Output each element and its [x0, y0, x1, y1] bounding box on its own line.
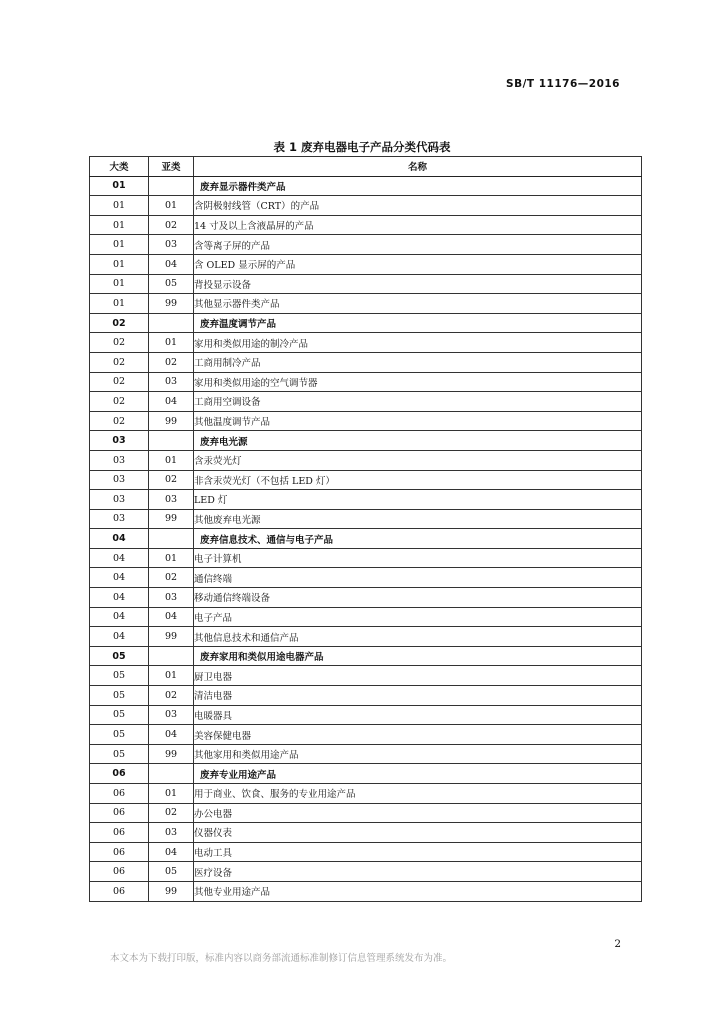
table-group-row	[90, 529, 642, 549]
table-row	[90, 862, 642, 882]
table-row	[90, 294, 642, 314]
minor-class-cell: 01	[149, 784, 194, 804]
minor-class-cell: 99	[149, 744, 194, 764]
minor-class-cell: 03	[149, 372, 194, 392]
minor-class-cell: 99	[149, 627, 194, 647]
major-class-cell: 01	[90, 274, 149, 294]
table-group-row	[90, 764, 642, 784]
major-class-cell: 05	[90, 686, 149, 706]
header-minor-class: 亚类	[149, 157, 194, 177]
minor-class-cell: 04	[149, 392, 194, 412]
category-name-cell: 家用和类似用途的制冷产品	[194, 333, 642, 353]
minor-class-cell	[149, 529, 194, 549]
header-name: 名称	[194, 157, 642, 177]
table-row	[90, 470, 642, 490]
category-name-cell: 通信终端	[194, 568, 642, 588]
table-caption: 表 1 废弃电器电子产品分类代码表	[273, 140, 451, 154]
major-class-cell: 02	[90, 313, 149, 333]
table-group-row	[90, 313, 642, 333]
category-name-cell: 其他温度调节产品	[194, 411, 642, 431]
category-name-cell: 废弃电光源	[194, 431, 642, 451]
table-row	[90, 686, 642, 706]
category-name-cell: 其他显示器件类产品	[194, 294, 642, 314]
category-name-cell: 仪器仪表	[194, 823, 642, 843]
major-class-cell: 06	[90, 881, 149, 901]
major-class-cell: 02	[90, 392, 149, 412]
table-row	[90, 803, 642, 823]
table-row	[90, 333, 642, 353]
category-name-cell: 电子计算机	[194, 548, 642, 568]
major-class-cell: 06	[90, 764, 149, 784]
minor-class-cell: 01	[149, 548, 194, 568]
minor-class-cell: 99	[149, 881, 194, 901]
major-class-cell: 06	[90, 803, 149, 823]
category-name-cell: 厨卫电器	[194, 666, 642, 686]
table-row	[90, 372, 642, 392]
category-name-cell: 用于商业、饮食、服务的专业用途产品	[194, 784, 642, 804]
minor-class-cell: 04	[149, 254, 194, 274]
category-name-cell: 废弃温度调节产品	[194, 313, 642, 333]
minor-class-cell: 02	[149, 215, 194, 235]
category-name-cell: 背投显示设备	[194, 274, 642, 294]
table-body	[90, 176, 642, 901]
major-class-cell: 04	[90, 627, 149, 647]
category-name-cell: 非含汞荧光灯（不包括 LED 灯）	[194, 470, 642, 490]
major-class-cell: 01	[90, 215, 149, 235]
minor-class-cell: 03	[149, 588, 194, 608]
minor-class-cell: 01	[149, 196, 194, 216]
table-row	[90, 881, 642, 901]
table-row	[90, 215, 642, 235]
major-class-cell: 03	[90, 490, 149, 510]
major-class-cell: 06	[90, 784, 149, 804]
table-row	[90, 254, 642, 274]
major-class-cell: 05	[90, 666, 149, 686]
major-class-cell: 05	[90, 646, 149, 666]
minor-class-cell: 01	[149, 333, 194, 353]
major-class-cell: 01	[90, 176, 149, 196]
category-name-cell: 废弃信息技术、通信与电子产品	[194, 529, 642, 549]
minor-class-cell: 05	[149, 862, 194, 882]
standard-number: SB/T 11176—2016	[506, 78, 620, 90]
classification-code-table	[89, 156, 642, 902]
minor-class-cell: 99	[149, 509, 194, 529]
table-row	[90, 490, 642, 510]
major-class-cell: 03	[90, 470, 149, 490]
table-group-row	[90, 646, 642, 666]
minor-class-cell: 02	[149, 470, 194, 490]
category-name-cell: 含等离子屏的产品	[194, 235, 642, 255]
table-row	[90, 725, 642, 745]
major-class-cell: 02	[90, 333, 149, 353]
minor-class-cell: 03	[149, 705, 194, 725]
category-name-cell: 工商用制冷产品	[194, 352, 642, 372]
category-name-cell: 其他信息技术和通信产品	[194, 627, 642, 647]
major-class-cell: 03	[90, 431, 149, 451]
category-name-cell: 家用和类似用途的空气调节器	[194, 372, 642, 392]
category-name-cell: 美容保健电器	[194, 725, 642, 745]
category-name-cell: 废弃专业用途产品	[194, 764, 642, 784]
major-class-cell: 03	[90, 509, 149, 529]
table-group-row	[90, 431, 642, 451]
minor-class-cell: 02	[149, 803, 194, 823]
category-name-cell: 废弃显示器件类产品	[194, 176, 642, 196]
minor-class-cell: 04	[149, 842, 194, 862]
major-class-cell: 04	[90, 607, 149, 627]
minor-class-cell: 02	[149, 686, 194, 706]
minor-class-cell	[149, 313, 194, 333]
major-class-cell: 03	[90, 450, 149, 470]
major-class-cell: 02	[90, 352, 149, 372]
minor-class-cell: 04	[149, 607, 194, 627]
category-name-cell: 清洁电器	[194, 686, 642, 706]
table-row	[90, 607, 642, 627]
category-name-cell: 含阴极射线管（CRT）的产品	[194, 196, 642, 216]
major-class-cell: 05	[90, 705, 149, 725]
table-row	[90, 784, 642, 804]
major-class-cell: 02	[90, 372, 149, 392]
major-class-cell: 05	[90, 725, 149, 745]
category-name-cell: 含 OLED 显示屏的产品	[194, 254, 642, 274]
category-name-cell: 废弃家用和类似用途电器产品	[194, 646, 642, 666]
category-name-cell: 电暖器具	[194, 705, 642, 725]
table-row	[90, 235, 642, 255]
table-row	[90, 450, 642, 470]
minor-class-cell: 03	[149, 490, 194, 510]
minor-class-cell: 01	[149, 450, 194, 470]
table-row	[90, 411, 642, 431]
major-class-cell: 02	[90, 411, 149, 431]
major-class-cell: 04	[90, 529, 149, 549]
table-row	[90, 666, 642, 686]
minor-class-cell: 01	[149, 666, 194, 686]
footer-note: 本文本为下载打印版，标准内容以商务部流通标准制修订信息管理系统发布为准。	[110, 953, 453, 964]
category-name-cell: 办公电器	[194, 803, 642, 823]
major-class-cell: 01	[90, 235, 149, 255]
table-row	[90, 823, 642, 843]
table-row	[90, 274, 642, 294]
table-group-row	[90, 176, 642, 196]
category-name-cell: LED 灯	[194, 490, 642, 510]
table-row	[90, 352, 642, 372]
major-class-cell: 04	[90, 548, 149, 568]
minor-class-cell: 03	[149, 235, 194, 255]
table-row	[90, 548, 642, 568]
major-class-cell: 06	[90, 842, 149, 862]
table-row	[90, 705, 642, 725]
major-class-cell: 01	[90, 294, 149, 314]
minor-class-cell: 05	[149, 274, 194, 294]
table-row	[90, 842, 642, 862]
minor-class-cell: 04	[149, 725, 194, 745]
table-row	[90, 627, 642, 647]
table-row	[90, 588, 642, 608]
category-name-cell: 其他家用和类似用途产品	[194, 744, 642, 764]
category-name-cell: 14 寸及以上含液晶屏的产品	[194, 215, 642, 235]
major-class-cell: 04	[90, 568, 149, 588]
major-class-cell: 06	[90, 823, 149, 843]
minor-class-cell: 02	[149, 352, 194, 372]
major-class-cell: 01	[90, 254, 149, 274]
minor-class-cell: 02	[149, 568, 194, 588]
minor-class-cell	[149, 764, 194, 784]
table-row	[90, 509, 642, 529]
header-major-class: 大类	[90, 157, 149, 177]
minor-class-cell	[149, 431, 194, 451]
category-name-cell: 工商用空调设备	[194, 392, 642, 412]
minor-class-cell: 03	[149, 823, 194, 843]
category-name-cell: 电动工具	[194, 842, 642, 862]
table-row	[90, 196, 642, 216]
minor-class-cell: 99	[149, 294, 194, 314]
page-number: 2	[614, 938, 621, 950]
category-name-cell: 其他专业用途产品	[194, 881, 642, 901]
table-header-row	[90, 157, 642, 177]
minor-class-cell	[149, 646, 194, 666]
major-class-cell: 04	[90, 588, 149, 608]
category-name-cell: 移动通信终端设备	[194, 588, 642, 608]
minor-class-cell: 99	[149, 411, 194, 431]
category-name-cell: 其他废弃电光源	[194, 509, 642, 529]
category-name-cell: 电子产品	[194, 607, 642, 627]
major-class-cell: 01	[90, 196, 149, 216]
major-class-cell: 05	[90, 744, 149, 764]
major-class-cell: 06	[90, 862, 149, 882]
table-row	[90, 744, 642, 764]
minor-class-cell	[149, 176, 194, 196]
table-row	[90, 568, 642, 588]
table-row	[90, 392, 642, 412]
category-name-cell: 医疗设备	[194, 862, 642, 882]
category-name-cell: 含汞荧光灯	[194, 450, 642, 470]
